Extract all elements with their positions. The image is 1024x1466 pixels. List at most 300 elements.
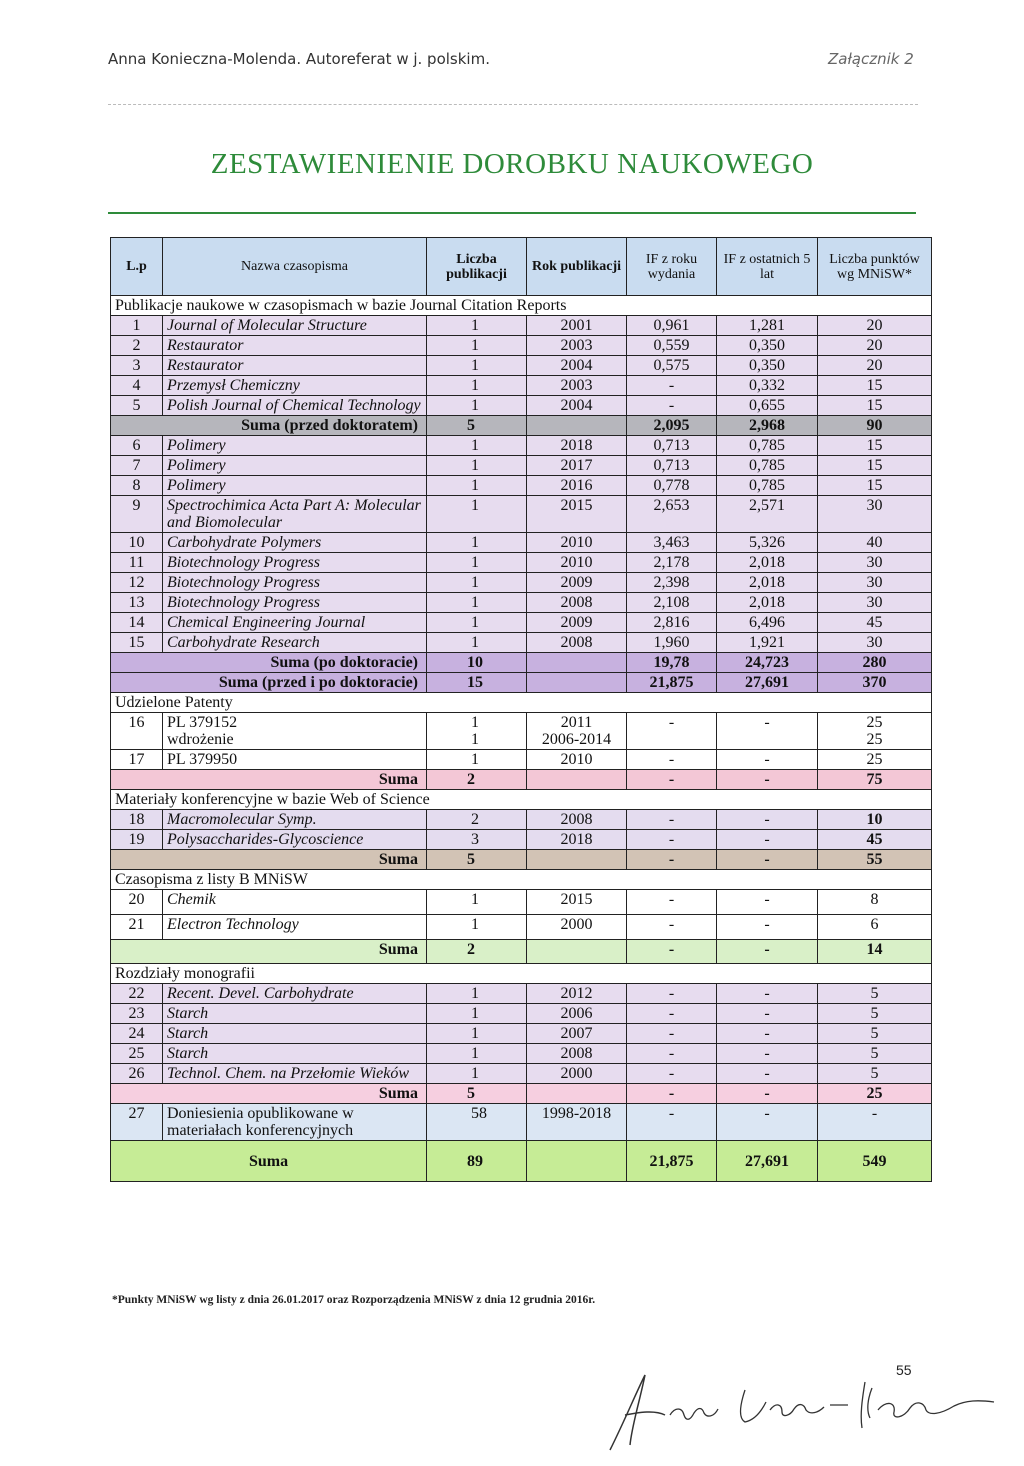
cell-points: [818, 713, 932, 750]
sum-if5: 2,968: [717, 416, 818, 436]
count-line: 1: [471, 731, 479, 748]
cell-count: 1: [427, 1044, 527, 1064]
cell-if: -: [627, 984, 717, 1004]
sum-label: Suma (przed doktoratem): [111, 416, 427, 436]
sum-if5: -: [717, 940, 818, 964]
cell-if5: 5,326: [717, 533, 818, 553]
sum-year-empty: [527, 673, 627, 693]
cell-year: 2003: [527, 336, 627, 356]
cell-year: [527, 713, 627, 750]
cell-year: 2009: [527, 573, 627, 593]
sum-year-empty: [527, 770, 627, 790]
table-row: [111, 613, 932, 633]
cell-name: Technol. Chem. na Przełomie Wieków: [163, 1064, 427, 1084]
cell-lp: 11: [111, 553, 163, 573]
cell-if: 2,398: [627, 573, 717, 593]
sum-year-empty: [527, 940, 627, 964]
cell-name: Carbohydrate Polymers: [163, 533, 427, 553]
cell-points: 20: [818, 316, 932, 336]
sum-label: Suma: [111, 1084, 427, 1104]
cell-lp: 6: [111, 436, 163, 456]
cell-if: -: [627, 1024, 717, 1044]
cell-count: 1: [427, 456, 527, 476]
handwritten-signature: [580, 1360, 1020, 1460]
cell-lp: 15: [111, 633, 163, 653]
sum-label: Suma (po doktoracie): [111, 653, 427, 673]
cell-if: -: [627, 830, 717, 850]
cell-lp: 25: [111, 1044, 163, 1064]
cell-if5: 2,018: [717, 553, 818, 573]
cell-year: 2018: [527, 436, 627, 456]
sum-if5: -: [717, 770, 818, 790]
table-row: [111, 890, 932, 915]
table-row: [111, 1104, 932, 1141]
table-row: [111, 476, 932, 496]
cell-if: 0,778: [627, 476, 717, 496]
sum-row: [111, 940, 932, 964]
sum-row: [111, 850, 932, 870]
total-count: 89: [427, 1141, 527, 1182]
cell-name: Polimery: [163, 436, 427, 456]
col-header-count: Liczba publikacji: [427, 238, 527, 296]
section-label: Rozdziały monografii: [111, 964, 932, 984]
cell-lp: 9: [111, 496, 163, 533]
cell-if5: 2,571: [717, 496, 818, 533]
sum-if: -: [627, 850, 717, 870]
section-row: [111, 964, 932, 984]
cell-if: -: [627, 1004, 717, 1024]
sum-if: 2,095: [627, 416, 717, 436]
cell-points: 5: [818, 1044, 932, 1064]
table-row: [111, 1044, 932, 1064]
cell-name: Restaurator: [163, 336, 427, 356]
cell-name: Biotechnology Progress: [163, 573, 427, 593]
page-number: 55: [896, 1362, 912, 1378]
sum-year-empty: [527, 850, 627, 870]
cell-if: -: [627, 915, 717, 940]
table-row: [111, 356, 932, 376]
cell-name: Electron Technology: [163, 915, 427, 940]
cell-if5: 0,350: [717, 336, 818, 356]
cell-year: 2001: [527, 316, 627, 336]
cell-points: 45: [818, 613, 932, 633]
cell-year: 2015: [527, 496, 627, 533]
sum-count: 5: [427, 416, 527, 436]
cell-if5: 1,921: [717, 633, 818, 653]
sum-label: Suma: [111, 770, 427, 790]
cell-points: 30: [818, 633, 932, 653]
section-label: Udzielone Patenty: [111, 693, 932, 713]
sum-if: -: [627, 770, 717, 790]
col-header-points: Liczba punktów wg MNiSW*: [818, 238, 932, 296]
col-header-year: Rok publikacji: [527, 238, 627, 296]
cell-name: Polimery: [163, 456, 427, 476]
cell-lp: 24: [111, 1024, 163, 1044]
cell-name: Recent. Devel. Carbohydrate: [163, 984, 427, 1004]
table-row: [111, 984, 932, 1004]
cell-count: 1: [427, 356, 527, 376]
cell-year: 2010: [527, 750, 627, 770]
cell-if: 0,961: [627, 316, 717, 336]
cell-if: -: [627, 1064, 717, 1084]
cell-if5: 0,655: [717, 396, 818, 416]
cell-count: 1: [427, 316, 527, 336]
cell-year: 2008: [527, 593, 627, 613]
cell-points: 40: [818, 533, 932, 553]
cell-year: 2010: [527, 533, 627, 553]
col-header-if-5: IF z ostatnich 5 lat: [717, 238, 818, 296]
cell-year: 2000: [527, 915, 627, 940]
cell-if: 0,713: [627, 436, 717, 456]
table-row: [111, 750, 932, 770]
cell-name: Starch: [163, 1044, 427, 1064]
cell-year: 2018: [527, 830, 627, 850]
sum-row: [111, 416, 932, 436]
total-row: [111, 1141, 932, 1182]
cell-points: 15: [818, 396, 932, 416]
table-header-row: [111, 238, 932, 296]
cell-year: 2008: [527, 810, 627, 830]
cell-name: Polysaccharides-Glycoscience: [163, 830, 427, 850]
cell-if5: -: [717, 1044, 818, 1064]
cell-count: 1: [427, 915, 527, 940]
points-line: 25: [866, 731, 883, 748]
patent-number: PL 379152: [167, 714, 238, 731]
sum-if: -: [627, 940, 717, 964]
cell-if: 1,960: [627, 633, 717, 653]
cell-if5: -: [717, 810, 818, 830]
total-points: 549: [818, 1141, 932, 1182]
cell-if5: -: [717, 984, 818, 1004]
cell-points: 30: [818, 553, 932, 573]
cell-count: 1: [427, 396, 527, 416]
table-row: [111, 1004, 932, 1024]
table-row: [111, 1064, 932, 1084]
cell-if5: 0,332: [717, 376, 818, 396]
cell-points: 25: [818, 750, 932, 770]
cell-if: -: [627, 810, 717, 830]
sum-count: 15: [427, 673, 527, 693]
cell-if5: 0,350: [717, 356, 818, 376]
cell-if5: -: [717, 890, 818, 915]
cell-year: 2000: [527, 1064, 627, 1084]
cell-if5: 2,018: [717, 573, 818, 593]
table-row: [111, 573, 932, 593]
total-if: 21,875: [627, 1141, 717, 1182]
section-label: Publikacje naukowe w czasopismach w bazie Journal Citation Reports: [111, 296, 932, 316]
cell-if: 2,816: [627, 613, 717, 633]
section-label: Materiały konferencyjne w bazie Web of Science: [111, 790, 932, 810]
cell-if: 0,713: [627, 456, 717, 476]
section-row: [111, 870, 932, 890]
cell-if: -: [627, 1044, 717, 1064]
cell-if: -: [627, 750, 717, 770]
cell-count: 1: [427, 750, 527, 770]
cell-count: [427, 713, 527, 750]
cell-count: 1: [427, 613, 527, 633]
cell-points: 15: [818, 456, 932, 476]
cell-name: Carbohydrate Research: [163, 633, 427, 653]
cell-year: 2009: [527, 613, 627, 633]
cell-name: Starch: [163, 1004, 427, 1024]
points-line: 25: [866, 714, 883, 731]
cell-if5: -: [717, 1024, 818, 1044]
sum-points: 14: [818, 940, 932, 964]
cell-name: Journal of Molecular Structure: [163, 316, 427, 336]
patent-note: wdrożenie: [167, 731, 234, 748]
cell-lp: 5: [111, 396, 163, 416]
cell-count: 1: [427, 496, 527, 533]
sum-label: Suma: [111, 940, 427, 964]
cell-if: 3,463: [627, 533, 717, 553]
cell-count: 1: [427, 336, 527, 356]
table-row: [111, 830, 932, 850]
cell-count: 1: [427, 1004, 527, 1024]
cell-year: 2010: [527, 553, 627, 573]
cell-points: 5: [818, 1004, 932, 1024]
cell-if5: 0,785: [717, 436, 818, 456]
cell-if5: -: [717, 750, 818, 770]
running-header-left: Anna Konieczna-Molenda. Autoreferat w j. polskim.: [108, 50, 490, 68]
total-if5: 27,691: [717, 1141, 818, 1182]
sum-points: 55: [818, 850, 932, 870]
sum-count: 5: [427, 1084, 527, 1104]
cell-lp: 3: [111, 356, 163, 376]
cell-if: -: [627, 376, 717, 396]
cell-if5: -: [717, 1004, 818, 1024]
cell-points: 15: [818, 436, 932, 456]
cell-if: 0,575: [627, 356, 717, 376]
sum-if: 21,875: [627, 673, 717, 693]
cell-points: 5: [818, 1064, 932, 1084]
cell-count: 1: [427, 633, 527, 653]
sum-count: 2: [427, 770, 527, 790]
cell-count: 1: [427, 533, 527, 553]
cell-count: 1: [427, 593, 527, 613]
cell-lp: 19: [111, 830, 163, 850]
table-row: [111, 496, 932, 533]
cell-points: 8: [818, 890, 932, 915]
sum-if5: 27,691: [717, 673, 818, 693]
cell-name: Polish Journal of Chemical Technology: [163, 396, 427, 416]
cell-lp: 17: [111, 750, 163, 770]
sum-if: 19,78: [627, 653, 717, 673]
cell-if5: -: [717, 1104, 818, 1141]
cell-count: 1: [427, 376, 527, 396]
cell-year: 2003: [527, 376, 627, 396]
cell-year: 2008: [527, 633, 627, 653]
cell-count: 1: [427, 984, 527, 1004]
cell-name: Macromolecular Symp.: [163, 810, 427, 830]
cell-if: 2,108: [627, 593, 717, 613]
cell-count: 1: [427, 573, 527, 593]
cell-lp: 7: [111, 456, 163, 476]
year-line: 2006-2014: [541, 731, 612, 748]
cell-if5: 6,496: [717, 613, 818, 633]
cell-points: 30: [818, 573, 932, 593]
table-row: [111, 316, 932, 336]
running-header-right: Załącznik 2: [828, 50, 914, 68]
cell-year: 2015: [527, 890, 627, 915]
cell-if: 2,178: [627, 553, 717, 573]
cell-count: 1: [427, 890, 527, 915]
cell-if: -: [627, 1104, 717, 1141]
cell-name: Chemical Engineering Journal: [163, 613, 427, 633]
table-row: [111, 633, 932, 653]
sum-year-empty: [527, 653, 627, 673]
cell-lp: 21: [111, 915, 163, 940]
cell-year: 2017: [527, 456, 627, 476]
sum-count: 10: [427, 653, 527, 673]
cell-year: 2004: [527, 356, 627, 376]
sum-count: 5: [427, 850, 527, 870]
cell-points: 20: [818, 356, 932, 376]
section-row: [111, 296, 932, 316]
cell-if: -: [627, 713, 717, 750]
cell-if: -: [627, 890, 717, 915]
cell-if: 2,653: [627, 496, 717, 533]
cell-year: 1998-2018: [527, 1104, 627, 1141]
cell-name: Doniesienia opublikowane w materiałach konferencyjnych: [163, 1104, 427, 1141]
table-row: [111, 1024, 932, 1044]
cell-lp: 18: [111, 810, 163, 830]
cell-points: 15: [818, 476, 932, 496]
cell-year: 2016: [527, 476, 627, 496]
cell-if5: -: [717, 830, 818, 850]
table-row: [111, 436, 932, 456]
cell-points: 30: [818, 496, 932, 533]
sum-row: [111, 770, 932, 790]
cell-if5: -: [717, 713, 818, 750]
cell-name: Restaurator: [163, 356, 427, 376]
sum-if5: 24,723: [717, 653, 818, 673]
cell-count: 58: [427, 1104, 527, 1141]
cell-lp: 20: [111, 890, 163, 915]
title-divider: [108, 212, 916, 214]
cell-lp: 23: [111, 1004, 163, 1024]
cell-name: Biotechnology Progress: [163, 553, 427, 573]
sum-points: 25: [818, 1084, 932, 1104]
cell-name: PL 379950: [163, 750, 427, 770]
cell-lp: 12: [111, 573, 163, 593]
total-year-empty: [527, 1141, 627, 1182]
col-header-name: Nazwa czasopisma: [163, 238, 427, 296]
col-header-if-year: IF z roku wydania: [627, 238, 717, 296]
cell-lp: 13: [111, 593, 163, 613]
cell-if: -: [627, 396, 717, 416]
cell-lp: 16: [111, 713, 163, 750]
publications-table: [110, 237, 932, 1182]
table-row: [111, 915, 932, 940]
sum-points: 90: [818, 416, 932, 436]
cell-if5: -: [717, 1064, 818, 1084]
cell-lp: 26: [111, 1064, 163, 1084]
cell-count: 3: [427, 830, 527, 850]
sum-year-empty: [527, 416, 627, 436]
sum-row: [111, 653, 932, 673]
cell-lp: 10: [111, 533, 163, 553]
cell-if5: -: [717, 915, 818, 940]
cell-points: 30: [818, 593, 932, 613]
sum-points: 75: [818, 770, 932, 790]
sum-row: [111, 673, 932, 693]
cell-points: 45: [818, 830, 932, 850]
cell-lp: 14: [111, 613, 163, 633]
cell-count: 1: [427, 476, 527, 496]
table-row: [111, 593, 932, 613]
cell-name: Starch: [163, 1024, 427, 1044]
table-row: [111, 713, 932, 750]
cell-if5: 0,785: [717, 476, 818, 496]
sum-if5: -: [717, 1084, 818, 1104]
cell-count: 1: [427, 553, 527, 573]
sum-if5: -: [717, 850, 818, 870]
cell-lp: 22: [111, 984, 163, 1004]
cell-name: Biotechnology Progress: [163, 593, 427, 613]
cell-name: Spectrochimica Acta Part A: Molecular and Biomolecular: [163, 496, 427, 533]
sum-if: -: [627, 1084, 717, 1104]
cell-points: 6: [818, 915, 932, 940]
cell-if5: 2,018: [717, 593, 818, 613]
cell-count: 1: [427, 1064, 527, 1084]
cell-lp: 27: [111, 1104, 163, 1141]
section-row: [111, 790, 932, 810]
cell-name: Chemik: [163, 890, 427, 915]
sum-points: 370: [818, 673, 932, 693]
sum-label: Suma: [111, 850, 427, 870]
cell-year: 2008: [527, 1044, 627, 1064]
cell-name: Polimery: [163, 476, 427, 496]
cell-count: 1: [427, 436, 527, 456]
cell-year: 2007: [527, 1024, 627, 1044]
cell-if5: 0,785: [717, 456, 818, 476]
cell-count: 1: [427, 1024, 527, 1044]
sum-points: 280: [818, 653, 932, 673]
table-row: [111, 376, 932, 396]
cell-lp: 2: [111, 336, 163, 356]
year-line: 2011: [560, 714, 593, 731]
section-row: [111, 693, 932, 713]
cell-name: [163, 713, 427, 750]
cell-if5: 1,281: [717, 316, 818, 336]
cell-points: -: [818, 1104, 932, 1141]
cell-points: 20: [818, 336, 932, 356]
header-divider: [108, 104, 918, 105]
cell-lp: 4: [111, 376, 163, 396]
cell-year: 2012: [527, 984, 627, 1004]
cell-points: 5: [818, 1024, 932, 1044]
total-label: Suma: [111, 1141, 427, 1182]
table-row: [111, 336, 932, 356]
cell-name: Przemysł Chemiczny: [163, 376, 427, 396]
table-row: [111, 456, 932, 476]
sum-row: [111, 1084, 932, 1104]
table-row: [111, 810, 932, 830]
page-title: ZESTAWIENIENIE DOROBKU NAUKOWEGO: [210, 148, 814, 180]
count-line: 1: [471, 714, 479, 731]
sum-year-empty: [527, 1084, 627, 1104]
sum-count: 2: [427, 940, 527, 964]
table-row: [111, 396, 932, 416]
col-header-lp: L.p: [111, 238, 163, 296]
sum-label: Suma (przed i po doktoracie): [111, 673, 427, 693]
section-label: Czasopisma z listy B MNiSW: [111, 870, 932, 890]
cell-points: 15: [818, 376, 932, 396]
cell-lp: 8: [111, 476, 163, 496]
table-row: [111, 553, 932, 573]
cell-points: 10: [818, 810, 932, 830]
cell-lp: 1: [111, 316, 163, 336]
